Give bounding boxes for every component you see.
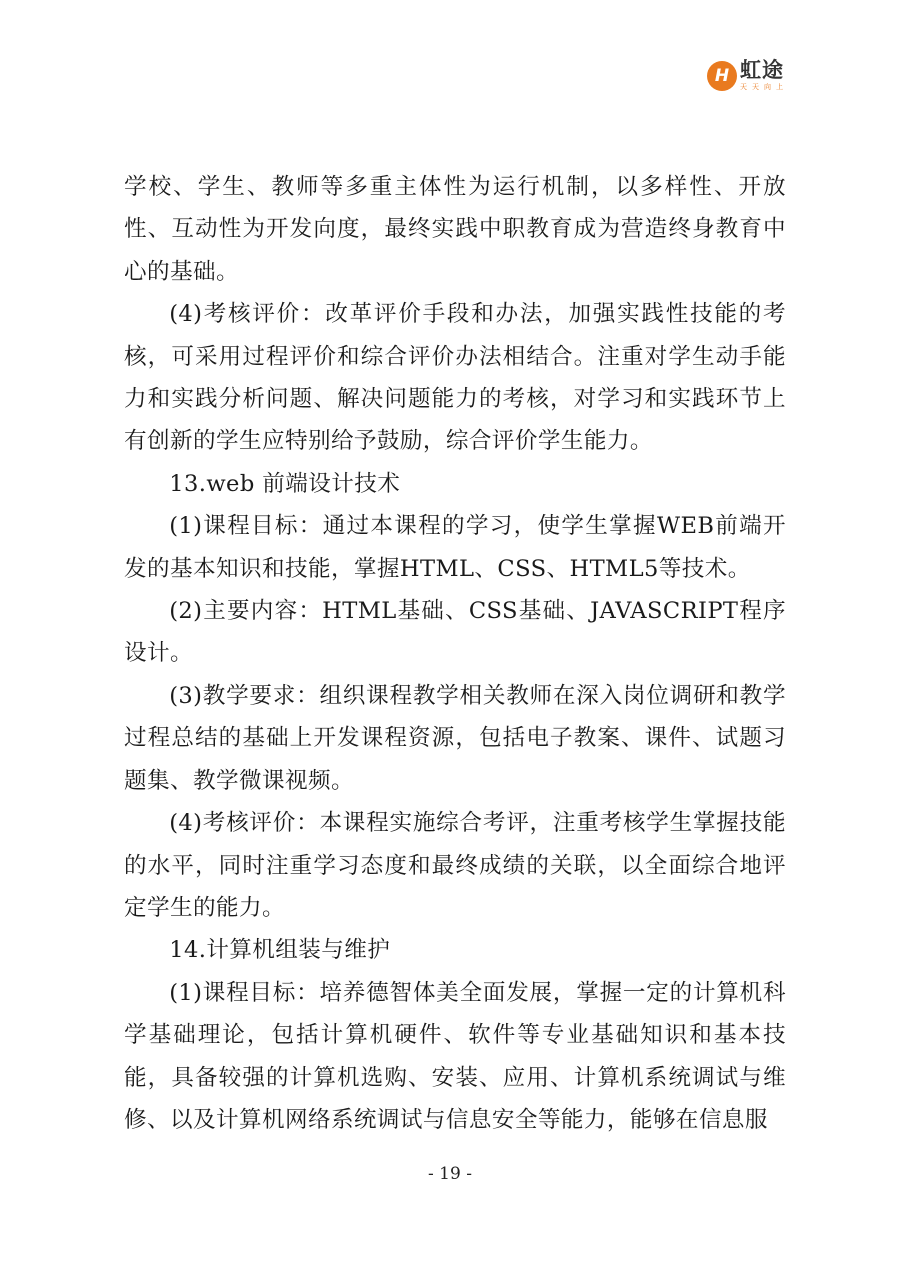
- paragraph-course-goal: (1)课程目标：通过本课程的学习，使学生掌握WEB前端开发的基本知识和技能，掌握HTML、CSS、HTML5等技术。: [124, 513, 786, 582]
- paragraph-teaching-requirements: (3)教学要求：组织课程教学相关教师在深入岗位调研和教学过程总结的基础上开发课程资源，包括电子教案、课件、试题习题集、教学微课视频。: [124, 682, 786, 794]
- document-body: [124, 166, 786, 1141]
- paragraph-course-goal-2: (1)课程目标：培养德智体美全面发展，掌握一定的计算机科学基础理论，包括计算机硬件、软件等专业基础知识和基本技能，具备较强的计算机选购、安装、应用、计算机系统调试与维修、以及计算机网络系统调试与信息安全等能力，能够在信息服: [124, 979, 786, 1133]
- paragraph-assessment-2: (4)考核评价：本课程实施综合考评，注重考核学生掌握技能的水平，同时注重学习态度和最终成绩的关联，以全面综合地评定学生的能力。: [124, 810, 786, 921]
- logo-mark-icon: H: [707, 61, 737, 91]
- logo-name: 虹途: [740, 58, 784, 82]
- logo-slogan: 天天向上: [740, 83, 788, 91]
- section-heading-14: 14.计算机组装与维护: [169, 937, 391, 964]
- section-heading-13: 13.web 前端设计技术: [169, 470, 401, 497]
- brand-logo: [707, 60, 788, 91]
- page-number: - 19 -: [428, 1164, 472, 1184]
- paragraph-continuation: 学校、学生、教师等多重主体性为运行机制，以多样性、开放性、互动性为开发向度，最终实践中职教育成为营造终身教育中心的基础。: [124, 174, 786, 285]
- paragraph-assessment: (4)考核评价：改革评价手段和办法，加强实践性技能的考核，可采用过程评价和综合评价办法相结合。注重对学生动手能力和实践分析问题、解决问题能力的考核，对学习和实践环节上有创新的学生应特别给予鼓励，综合评价学生能力。: [124, 301, 786, 455]
- logo-text: [740, 60, 788, 91]
- paragraph-main-content: (2)主要内容：HTML基础、CSS基础、JAVASCRIPT程序设计。: [124, 598, 786, 667]
